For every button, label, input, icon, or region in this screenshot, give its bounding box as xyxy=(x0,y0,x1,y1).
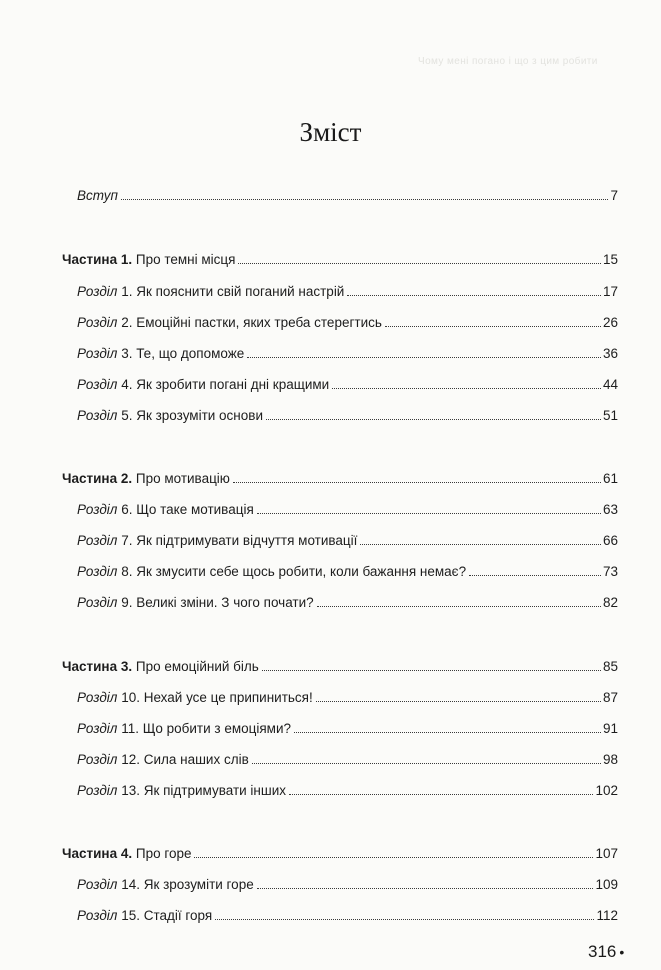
toc-chapter-title: 1. Як пояснити свій поганий настрій xyxy=(121,284,345,299)
folio-number: 316 xyxy=(588,942,617,961)
toc-page-number: 15 xyxy=(602,252,618,267)
toc-page-number: 44 xyxy=(602,377,618,392)
toc-page-number: 36 xyxy=(602,346,618,361)
toc-entry-intro xyxy=(77,184,618,204)
toc-page-number: 91 xyxy=(602,721,618,736)
toc-part-title: Про емоційний біль xyxy=(135,659,259,674)
toc-part-title: Про горе xyxy=(135,846,192,861)
toc-entry-chapter xyxy=(77,498,618,518)
toc-entry-chapter xyxy=(77,342,618,362)
toc-entry-chapter xyxy=(77,404,618,424)
toc-part-title: Про мотивацію xyxy=(135,471,230,486)
page-number-footer xyxy=(588,942,624,962)
dot-leader xyxy=(385,326,601,327)
toc-page-number: 98 xyxy=(602,752,618,767)
dot-leader xyxy=(194,857,593,858)
bullet-ornament: • xyxy=(619,944,625,960)
toc-chapter-label: Розділ xyxy=(77,533,118,548)
toc-entry-chapter xyxy=(77,591,618,611)
toc-chapter-title: 2. Емоційні пастки, яких треба стерегтись xyxy=(121,315,382,330)
toc-part-title: Про темні місця xyxy=(135,252,236,267)
toc-chapter-label: Розділ xyxy=(77,877,118,892)
dot-leader xyxy=(294,732,601,733)
toc-chapter-label: Розділ xyxy=(77,408,118,423)
dot-leader xyxy=(247,357,601,358)
dot-leader xyxy=(257,513,601,514)
toc-chapter-title: 9. Великі зміни. З чого почати? xyxy=(121,595,314,610)
page-title: Зміст xyxy=(299,117,362,147)
toc-chapter-label: Розділ xyxy=(77,908,118,923)
toc-chapter-label: Розділ xyxy=(77,346,118,361)
toc-entry-part xyxy=(62,467,618,487)
toc-chapter-label: Розділ xyxy=(77,690,118,705)
toc-chapter-title: 14. Як зрозуміти горе xyxy=(121,877,254,892)
dot-leader xyxy=(121,199,609,200)
dot-leader xyxy=(332,388,601,389)
toc-chapter-title: 7. Як підтримувати відчуття мотивації xyxy=(121,533,358,548)
toc-chapter-title: 3. Те, що допоможе xyxy=(121,346,245,361)
toc-entry-chapter xyxy=(77,373,618,393)
dot-leader xyxy=(252,763,601,764)
toc-page-number: 87 xyxy=(602,690,618,705)
toc-entry-chapter xyxy=(77,779,618,799)
toc-entry-part xyxy=(62,842,618,862)
toc-chapter-label: Розділ xyxy=(77,284,118,299)
toc-entry-chapter xyxy=(77,717,618,737)
dot-leader xyxy=(289,794,593,795)
toc-part-label: Частина 4. xyxy=(62,846,133,861)
toc-page-number: 107 xyxy=(595,846,618,861)
toc-chapter-title: 13. Як підтримувати інших xyxy=(121,783,286,798)
toc-entry-chapter xyxy=(77,529,618,549)
toc-page-number: 112 xyxy=(596,908,618,923)
toc-entry-chapter xyxy=(77,686,618,706)
toc-page-number: 85 xyxy=(602,659,618,674)
toc-page-number: 7 xyxy=(610,188,618,203)
toc-page-number: 82 xyxy=(602,595,618,610)
toc-page-number: 109 xyxy=(595,877,618,892)
toc-chapter-title: 11. Що робити з емоціями? xyxy=(121,721,291,736)
running-head: Чому мені погано і що з цим робити xyxy=(418,56,598,67)
toc-entry-chapter xyxy=(77,560,618,580)
toc-entry-chapter xyxy=(77,748,618,768)
toc-chapter-title: 15. Стадії горя xyxy=(121,908,213,923)
toc-part-label: Частина 3. xyxy=(62,659,133,674)
toc-chapter-label: Розділ xyxy=(77,752,118,767)
toc-chapter-title: 6. Що таке мотивація xyxy=(121,502,254,517)
toc-chapter-label: Розділ xyxy=(77,502,118,517)
dot-leader xyxy=(262,670,601,671)
dot-leader xyxy=(469,575,601,576)
dot-leader xyxy=(257,888,594,889)
toc-intro-label: Вступ xyxy=(77,188,118,203)
toc-chapter-title: 8. Як змусити себе щось робити, коли бажання немає? xyxy=(121,564,467,579)
dot-leader xyxy=(266,419,601,420)
toc-entry-chapter xyxy=(77,873,618,893)
toc-chapter-title: 10. Нехай усе це припиниться! xyxy=(121,690,313,705)
toc-chapter-label: Розділ xyxy=(77,564,118,579)
toc-chapter-label: Розділ xyxy=(77,595,118,610)
toc-chapter-label: Розділ xyxy=(77,315,118,330)
toc-chapter-label: Розділ xyxy=(77,721,118,736)
toc-page-number: 17 xyxy=(602,284,618,299)
dot-leader xyxy=(317,606,601,607)
toc-entry-chapter xyxy=(77,280,618,300)
toc-entry-part xyxy=(62,248,618,268)
dot-leader xyxy=(316,701,601,702)
toc-chapter-title: 12. Сила наших слів xyxy=(121,752,249,767)
toc-chapter-label: Розділ xyxy=(77,783,118,798)
toc-part-label: Частина 2. xyxy=(62,471,133,486)
dot-leader xyxy=(233,482,601,483)
dot-leader xyxy=(238,263,601,264)
dot-leader xyxy=(347,295,601,296)
dot-leader xyxy=(215,919,594,920)
dot-leader xyxy=(360,544,601,545)
toc-entry-part xyxy=(62,655,618,675)
toc-page-number: 61 xyxy=(602,471,618,486)
toc-page-number: 66 xyxy=(602,533,618,548)
toc-chapter-title: 4. Як зробити погані дні кращими xyxy=(121,377,330,392)
toc-chapter-label: Розділ xyxy=(77,377,118,392)
toc-page-number: 102 xyxy=(595,783,618,798)
toc-page-number: 73 xyxy=(602,564,618,579)
toc-page-number: 51 xyxy=(602,408,618,423)
toc-part-label: Частина 1. xyxy=(62,252,133,267)
toc-entry-chapter xyxy=(77,311,618,331)
toc-page-number: 63 xyxy=(602,502,618,517)
toc-chapter-title: 5. Як зрозуміти основи xyxy=(121,408,263,423)
toc-entry-chapter xyxy=(77,904,618,924)
toc-page-number: 26 xyxy=(602,315,618,330)
